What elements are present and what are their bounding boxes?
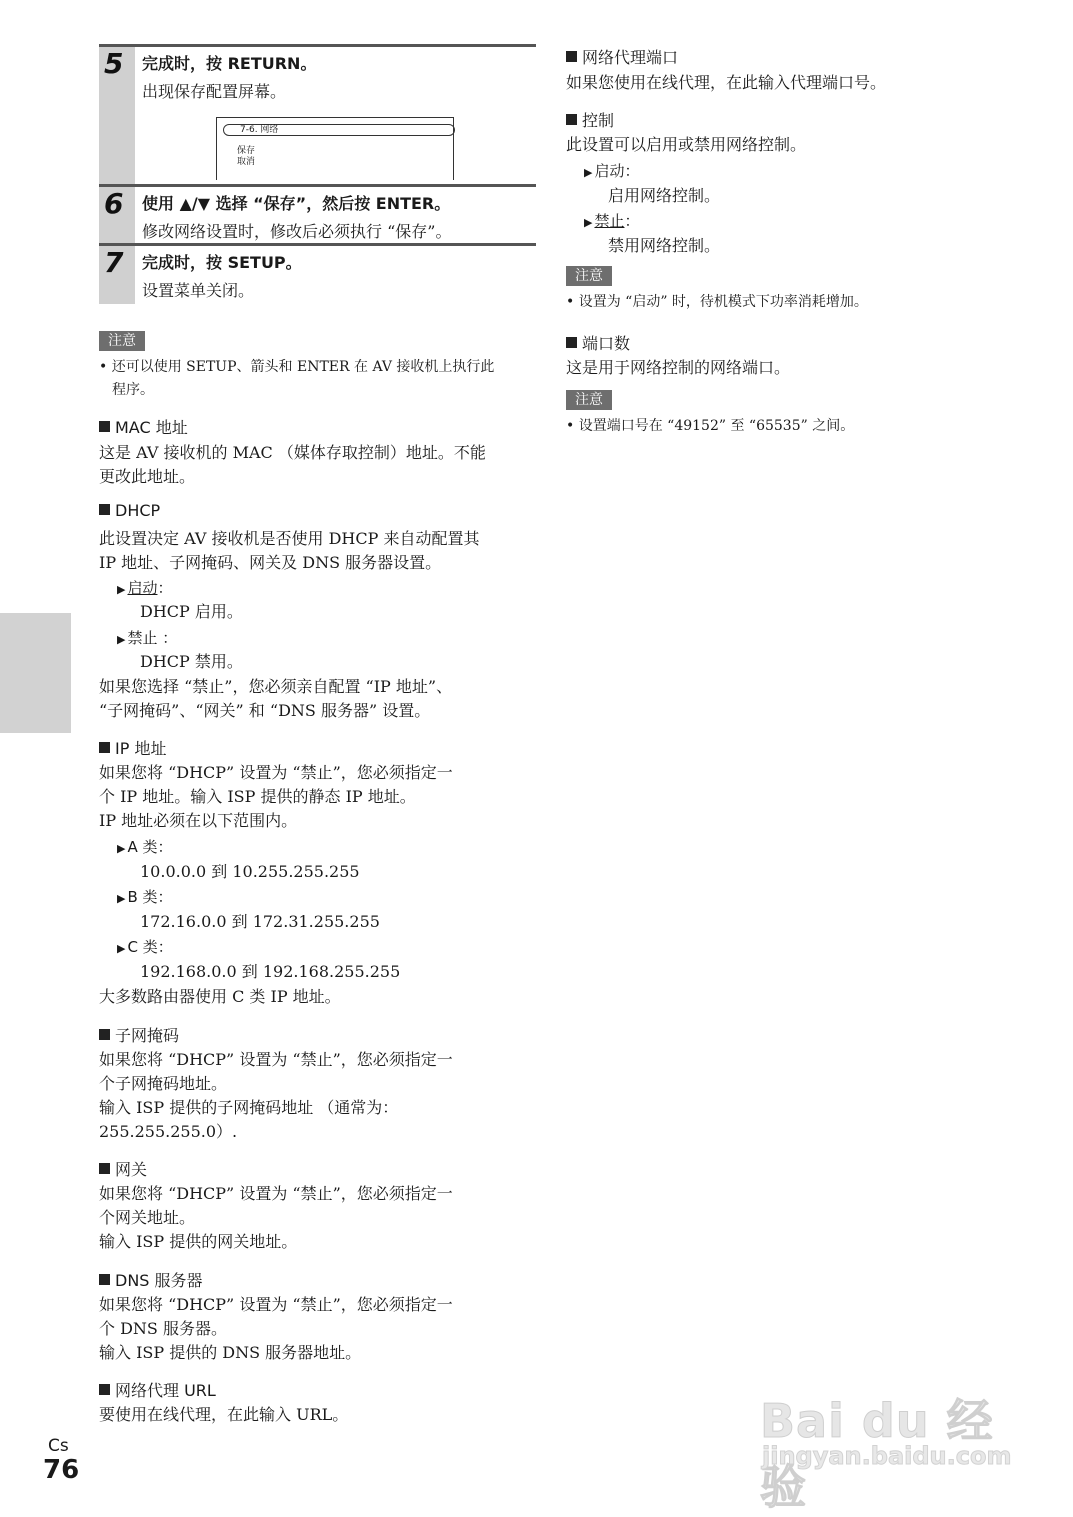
note-text: • 设置端口号在 “49152” 至 “65535” 之间。 <box>566 418 855 434</box>
mac-paragraph: 这是 AV 接收机的 MAC （媒体存取控制）地址。不能 更改此地址。 <box>99 443 486 486</box>
subnet-heading: 子网掩码 <box>99 1023 179 1046</box>
dns-paragraph: 如果您将 “DHCP” 设置为 “禁止”，您必须指定一 个 DNS 服务器。 输入 ISP 提供的 DNS 服务器地址。 <box>99 1295 453 1362</box>
ip-range-a: 10.0.0.0 到 10.255.255.255 <box>140 862 360 881</box>
ip-class-c: ▶ C 类： <box>117 938 173 956</box>
step-title: 完成时，按 RETURN。 <box>142 54 317 73</box>
screen-title-bar: 7-6. 网络 <box>223 124 455 136</box>
control-option-disable: ▶ 禁止： <box>584 212 640 230</box>
square-bullet-icon <box>99 1163 110 1174</box>
dns-heading: DNS 服务器 <box>99 1268 203 1291</box>
triangle-right-icon: ▶ <box>584 216 593 229</box>
dhcp-after: 如果您选择 “禁止”，您必须亲自配置 “IP 地址”、 “子网掩码”、“网关” 和 “DNS 服务器” 设置。 <box>99 677 453 720</box>
side-tab <box>0 613 71 733</box>
step-body: 出现保存配置屏幕。 <box>142 82 287 101</box>
dhcp-option-disable-desc: DHCP 禁用。 <box>140 652 243 671</box>
page-number: 76 <box>43 1455 80 1485</box>
control-option-enable: ▶ 启动： <box>584 162 640 180</box>
baidu-watermark <box>760 1360 1012 1514</box>
square-bullet-icon <box>99 421 110 432</box>
step-6 <box>99 184 536 244</box>
gateway-paragraph: 如果您将 “DHCP” 设置为 “禁止”，您必须指定一 个网关地址。 输入 ISP 提供的网关地址。 <box>99 1184 453 1251</box>
square-bullet-icon <box>566 114 577 125</box>
dhcp-heading: DHCP <box>99 501 160 520</box>
subnet-paragraph: 如果您将 “DHCP” 设置为 “禁止”，您必须指定一 个子网掩码地址。 输入 ISP 提供的子网掩码地址 （通常为： 255.255.255.0）. <box>99 1050 453 1141</box>
gateway-heading: 网关 <box>99 1157 147 1180</box>
mac-heading: MAC 地址 <box>99 415 188 438</box>
ip-class-b: ▶ B 类： <box>117 888 173 906</box>
screen-option-save: 保存 <box>237 146 256 156</box>
control-heading: 控制 <box>566 108 614 131</box>
step-number: 7 <box>104 246 124 279</box>
language-code: Cs <box>48 1436 69 1456</box>
step-title: 完成时，按 SETUP。 <box>142 253 302 272</box>
control-option-disable-desc: 禁用网络控制。 <box>608 236 721 255</box>
control-paragraph: 此设置可以启用或禁用网络控制。 <box>566 135 807 154</box>
control-option-enable-desc: 启用网络控制。 <box>608 186 721 205</box>
ip-after: 大多数路由器使用 C 类 IP 地址。 <box>99 987 341 1006</box>
note-line: 程序。 <box>112 382 154 398</box>
ip-class-a: ▶ A 类： <box>117 838 173 856</box>
ip-range-c: 192.168.0.0 到 192.168.255.255 <box>140 962 401 981</box>
square-bullet-icon <box>99 1274 110 1285</box>
square-bullet-icon <box>99 504 110 515</box>
ip-heading: IP 地址 <box>99 736 166 759</box>
baidu-logo: Bai du 经验 <box>760 1394 994 1514</box>
watermark-url: jingyan.baidu.com <box>762 1442 1012 1470</box>
dhcp-option-enable: ▶ 启动： <box>117 579 173 597</box>
step-5 <box>99 44 536 187</box>
triangle-right-icon: ▶ <box>584 166 593 179</box>
square-bullet-icon <box>99 742 110 753</box>
square-bullet-icon <box>99 1029 110 1040</box>
proxy-url-heading: 网络代理 URL <box>99 1378 216 1401</box>
step-title: 使用 ▲/▼ 选择 “保存”，然后按 ENTER。 <box>142 194 451 213</box>
note-text: • 设置为 “启动” 时，待机模式下功率消耗增加。 <box>566 294 868 310</box>
triangle-right-icon: ▶ <box>117 583 126 596</box>
square-bullet-icon <box>566 51 577 62</box>
step-number: 5 <box>104 47 124 80</box>
proxy-port-heading: 网络代理端口 <box>566 45 678 68</box>
dhcp-paragraph: 此设置决定 AV 接收机是否使用 DHCP 来自动配置其 IP 地址、子网掩码、网关及 DNS 服务器设置。 <box>99 529 480 572</box>
ip-range-b: 172.16.0.0 到 172.31.255.255 <box>140 912 380 931</box>
note-label: 注意 <box>99 331 145 351</box>
screen-option-cancel: 取消 <box>237 157 256 167</box>
square-bullet-icon <box>99 1384 110 1395</box>
step-number: 6 <box>104 187 124 220</box>
save-config-screen <box>216 117 454 180</box>
note-label: 注意 <box>566 390 612 410</box>
ip-paragraph: 如果您将 “DHCP” 设置为 “禁止”，您必须指定一 个 IP 地址。输入 ISP 提供的静态 IP 地址。 IP 地址必须在以下范围内。 <box>99 763 453 830</box>
triangle-right-icon: ▶ <box>117 633 126 646</box>
square-bullet-icon <box>566 337 577 348</box>
proxy-port-paragraph: 如果您使用在线代理，在此输入代理端口号。 <box>566 73 887 92</box>
note-label: 注意 <box>566 266 612 286</box>
step-body: 修改网络设置时，修改后必须执行 “保存”。 <box>142 222 452 241</box>
triangle-right-icon: ▶ <box>117 892 126 905</box>
port-paragraph: 这是用于网络控制的网络端口。 <box>566 358 791 377</box>
port-heading: 端口数 <box>566 331 630 354</box>
dhcp-option-enable-desc: DHCP 启用。 <box>140 602 243 621</box>
note-text <box>99 356 494 402</box>
dhcp-option-disable: ▶ 禁止 ： <box>117 629 178 647</box>
proxy-url-paragraph: 要使用在线代理，在此输入 URL。 <box>99 1405 349 1424</box>
note-line: • 还可以使用 SETUP、箭头和 ENTER 在 AV 接收机上执行此 <box>99 359 495 375</box>
step-7 <box>99 243 536 304</box>
triangle-right-icon: ▶ <box>117 842 126 855</box>
step-body: 设置菜单关闭。 <box>142 281 255 300</box>
triangle-right-icon: ▶ <box>117 942 126 955</box>
